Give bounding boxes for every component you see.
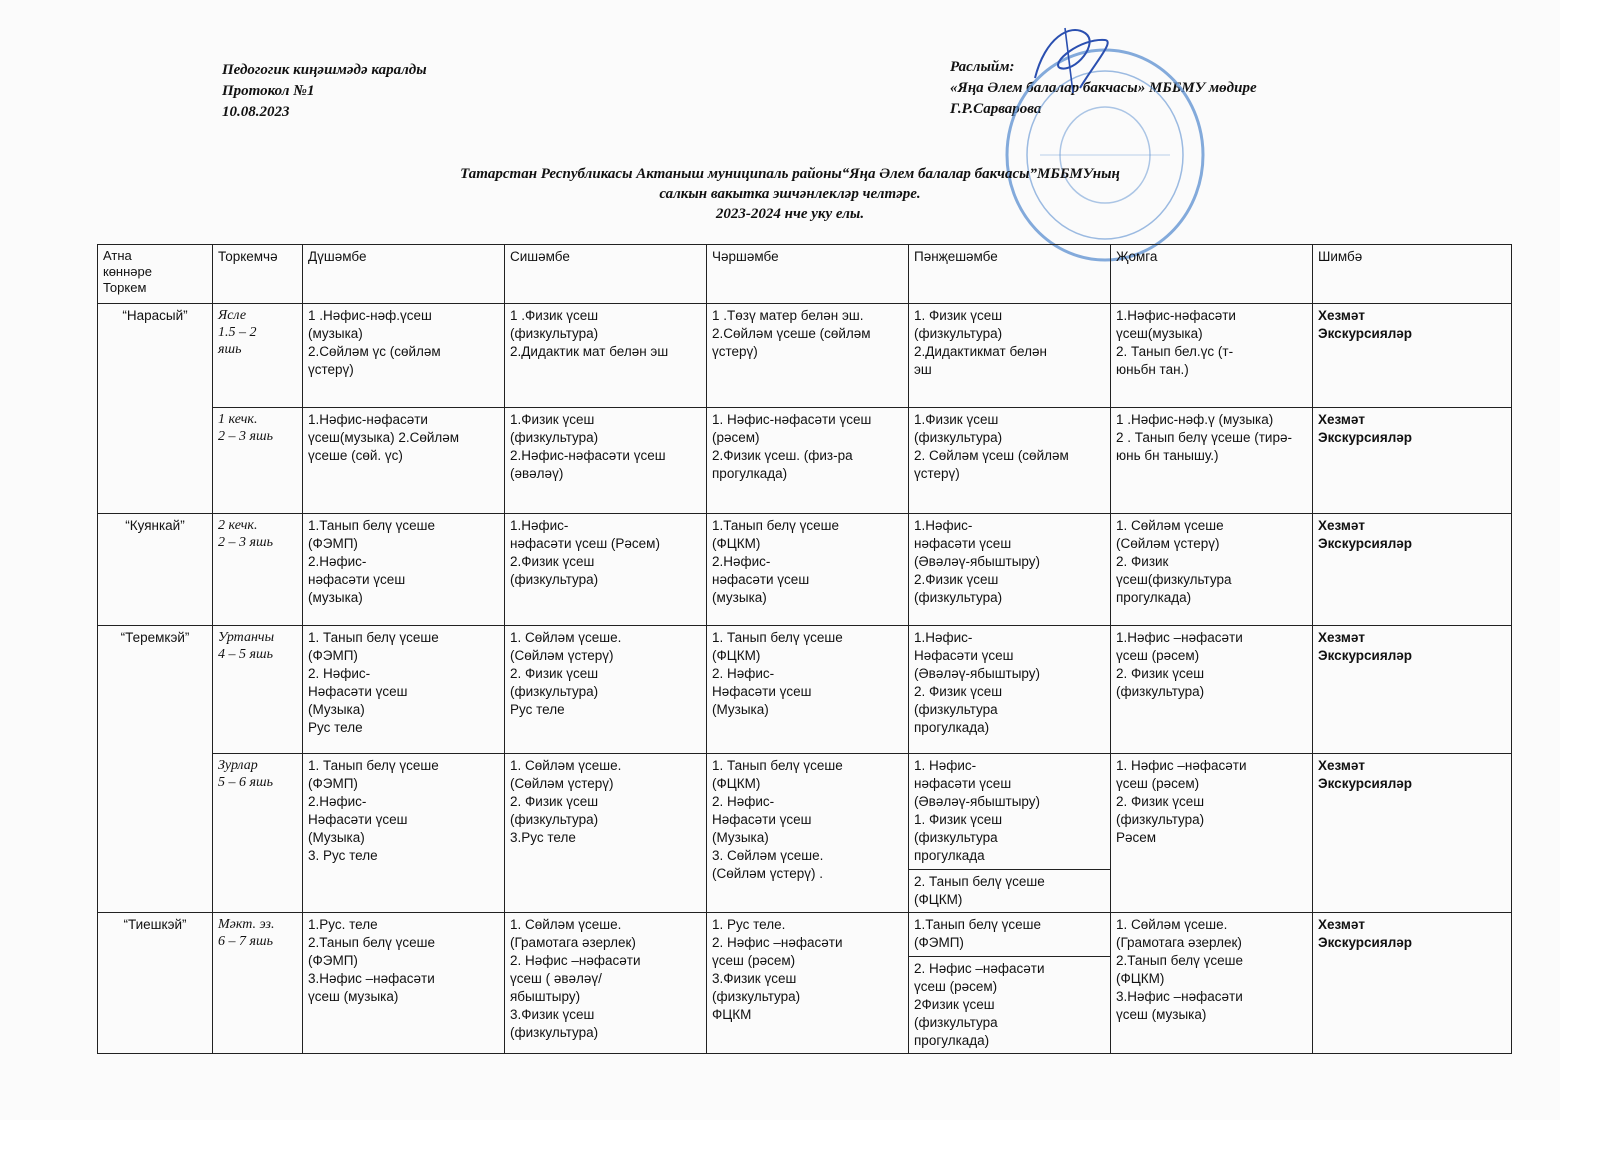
friday-cell: 1. Нәфис –нәфасәти үсеш (рәсем) 2. Физик үсеш (физкультура) Рәсем <box>1111 754 1313 913</box>
group-cell: “Тиешкэй” <box>98 913 213 1054</box>
age-cell: Зурлар 5 – 6 яшь <box>213 754 303 913</box>
schedule-table <box>97 244 1512 1054</box>
table-row <box>98 514 1512 626</box>
thursday-cell-extra: 2. Танып белү үсеше (ФЦКМ) <box>909 869 1110 909</box>
tuesday-cell: 1. Сөйләм үсеше. (Грамотага әзерлек) 2. Нәфис –нәфасәти үсеш ( әвәләү/ ябыштыру) 3.Физик үсеш (физкультура) <box>505 913 707 1054</box>
tuesday-cell: 1. Сөйләм үсеше. (Сөйләм үстерү) 2. Физик үсеш (физкультура) 3.Рус теле <box>505 754 707 913</box>
thursday-cell-main: 1.Танып белү үсеше (ФЭМП) <box>914 917 1041 950</box>
table-row <box>98 913 1512 1054</box>
tuesday-cell: 1. Сөйләм үсеше. (Сөйләм үстерү) 2. Физик үсеш (физкультура) Рус теле <box>505 626 707 754</box>
group-cell: “Куянкай” <box>98 514 213 626</box>
table-header-row <box>98 245 1512 304</box>
monday-cell: 1 .Нәфис-нәф.үсеш (музыка) 2.Сөйләм үс (сөйләм үстерү) <box>303 304 505 408</box>
approval-block-right <box>950 57 1257 120</box>
head-name-line: Г.Р.Сарварова <box>950 101 1042 117</box>
wednesday-cell: 1.Танып белү үсеше (ФЦКМ) 2.Нәфис- нәфасәти үсеш (музыка) <box>707 514 909 626</box>
protocol-line: Протокол №1 <box>222 83 315 99</box>
wednesday-cell: 1 .Төзү матер белән эш. 2.Сөйләм үсеше (сөйләм үстерү) <box>707 304 909 408</box>
friday-cell: 1.Нәфис –нәфасәти үсеш (рәсем) 2. Физик үсеш (физкультура) <box>1111 626 1313 754</box>
wednesday-cell: 1. Танып белү үсеше (ФЦКМ) 2. Нәфис- Нәфасәти үсеш (Музыка) <box>707 626 909 754</box>
thursday-cell <box>909 754 1111 913</box>
monday-cell: 1.Рус. теле 2.Танып белү үсеше (ФЭМП) 3.Нәфис –нәфасәти үсеш (музыка) <box>303 913 505 1054</box>
date-line: 10.08.2023 <box>222 104 290 120</box>
tuesday-cell: 1.Нәфис- нәфасәти үсеш (Рәсем) 2.Физик үсеш (физкультура) <box>505 514 707 626</box>
age-cell: 2 кечк. 2 – 3 яшь <box>213 514 303 626</box>
wednesday-cell: 1. Танып белү үсеше (ФЦКМ) 2. Нәфис- Нәфасәти үсеш (Музыка) 3. Сөйләм үсеше. (Сөйләм үстерү) . <box>707 754 909 913</box>
thursday-cell-main: 1. Нәфис- нәфасәти үсеш (Әвәләү-ябыштыру) 1. Физик үсеш (физкультура прогулкада <box>914 758 1041 863</box>
thursday-cell: 1. Физик үсеш (физкультура) 2.Дидактикмат белән эш <box>909 304 1111 408</box>
title-line-2: салкын вакытка эшчәнлекләр челтәре. <box>659 186 921 202</box>
age-cell: 1 кечк. 2 – 3 яшь <box>213 408 303 514</box>
wednesday-cell: 1. Нәфис-нәфасәти үсеш (рәсем) 2.Физик үсеш. (физ-ра прогулкада) <box>707 408 909 514</box>
group-cell: “Нарасый” <box>98 304 213 514</box>
saturday-cell: Хезмәт Экскурсияләр <box>1313 408 1512 514</box>
approval-block-left <box>222 60 427 123</box>
tuesday-cell: 1.Физик үсеш (физкультура) 2.Нәфис-нәфасәти үсеш (әвәләү) <box>505 408 707 514</box>
header-wednesday: Чәршәмбе <box>707 245 909 304</box>
saturday-cell: Хезмәт Экскурсияләр <box>1313 626 1512 754</box>
saturday-cell: Хезмәт Экскурсияләр <box>1313 913 1512 1054</box>
monday-cell: 1.Танып белү үсеше (ФЭМП) 2.Нәфис- нәфасәти үсеш (музыка) <box>303 514 505 626</box>
age-cell: Уртанчы 4 – 5 яшь <box>213 626 303 754</box>
header-group: Атна көннәре Торкем <box>98 245 213 304</box>
thursday-cell: 1.Нәфис- нәфасәти үсеш (Әвәләү-ябыштыру) 2.Физик үсеш (физкультура) <box>909 514 1111 626</box>
title-line-1: Татарстан Республикасы Актаныш муниципаль районы“Яңа Әлем балалар бакчасы”МББМУның <box>460 166 1120 182</box>
thursday-cell: 1.Нәфис- Нәфасәти үсеш (Әвәләү-ябыштыру) 2. Физик үсеш (физкультура прогулкада) <box>909 626 1111 754</box>
group-cell: “Теремкэй” <box>98 626 213 913</box>
saturday-cell: Хезмәт Экскурсияләр <box>1313 754 1512 913</box>
tuesday-cell: 1 .Физик үсеш (физкультура) 2.Дидактик мат белән эш <box>505 304 707 408</box>
header-thursday: Пәнҗешәмбе <box>909 245 1111 304</box>
head-title-line: «Яңа Әлем балалар бакчасы» МББМУ мөдире <box>950 80 1257 96</box>
table-row <box>98 408 1512 514</box>
header-subgroup: Торкемчә <box>213 245 303 304</box>
header-saturday: Шимбә <box>1313 245 1512 304</box>
header-friday: Җомга <box>1111 245 1313 304</box>
saturday-cell: Хезмәт Экскурсияләр <box>1313 304 1512 408</box>
table-row <box>98 304 1512 408</box>
title-line-3: 2023-2024 нче уку елы. <box>715 206 865 222</box>
saturday-cell: Хезмәт Экскурсияләр <box>1313 514 1512 626</box>
age-cell: Мәкт. эз. 6 – 7 яшь <box>213 913 303 1054</box>
age-cell: Ясле 1.5 – 2 яшь <box>213 304 303 408</box>
header-monday: Дүшәмбе <box>303 245 505 304</box>
friday-cell: 1. Сөйләм үсеше (Сөйләм үстерү) 2. Физик үсеш(физкультура прогулкада) <box>1111 514 1313 626</box>
thursday-cell: 1.Физик үсеш (физкультура) 2. Сөйләм үсеш (сөйләм үстерү) <box>909 408 1111 514</box>
council-line: Педогогик киңәшмәдә каралды <box>222 62 427 78</box>
table-row <box>98 626 1512 754</box>
friday-cell: 1.Нәфис-нәфасәти үсеш(музыка) 2. Танып бел.үс (т- юньбн тан.) <box>1111 304 1313 408</box>
header-tuesday: Сишәмбе <box>505 245 707 304</box>
monday-cell: 1.Нәфис-нәфасәти үсеш(музыка) 2.Сөйләм үсеше (сөй. үс) <box>303 408 505 514</box>
document-title <box>300 164 1280 224</box>
friday-cell: 1. Сөйләм үсеше. (Грамотага әзерлек) 2.Танып белү үсеше (ФЦКМ) 3.Нәфис –нәфасәти үсеш (музыка) <box>1111 913 1313 1054</box>
table-row <box>98 754 1512 913</box>
monday-cell: 1. Танып белү үсеше (ФЭМП) 2.Нәфис- Нәфасәти үсеш (Музыка) 3. Рус теле <box>303 754 505 913</box>
wednesday-cell: 1. Рус теле. 2. Нәфис –нәфасәти үсеш (рәсем) 3.Физик үсеш (физкультура) ФЦКМ <box>707 913 909 1054</box>
monday-cell: 1. Танып белү үсеше (ФЭМП) 2. Нәфис- Нәфасәти үсеш (Музыка) Рус теле <box>303 626 505 754</box>
approve-line: Раслыйм: <box>950 59 1015 75</box>
thursday-cell <box>909 913 1111 1054</box>
friday-cell: 1 .Нәфис-нәф.ү (музыка) 2 . Танып белү үсеше (тирә- юнь бн танышу.) <box>1111 408 1313 514</box>
thursday-cell-extra: 2. Нәфис –нәфасәти үсеш (рәсем) 2Физик үсеш (физкультура прогулкада) <box>909 956 1110 1050</box>
